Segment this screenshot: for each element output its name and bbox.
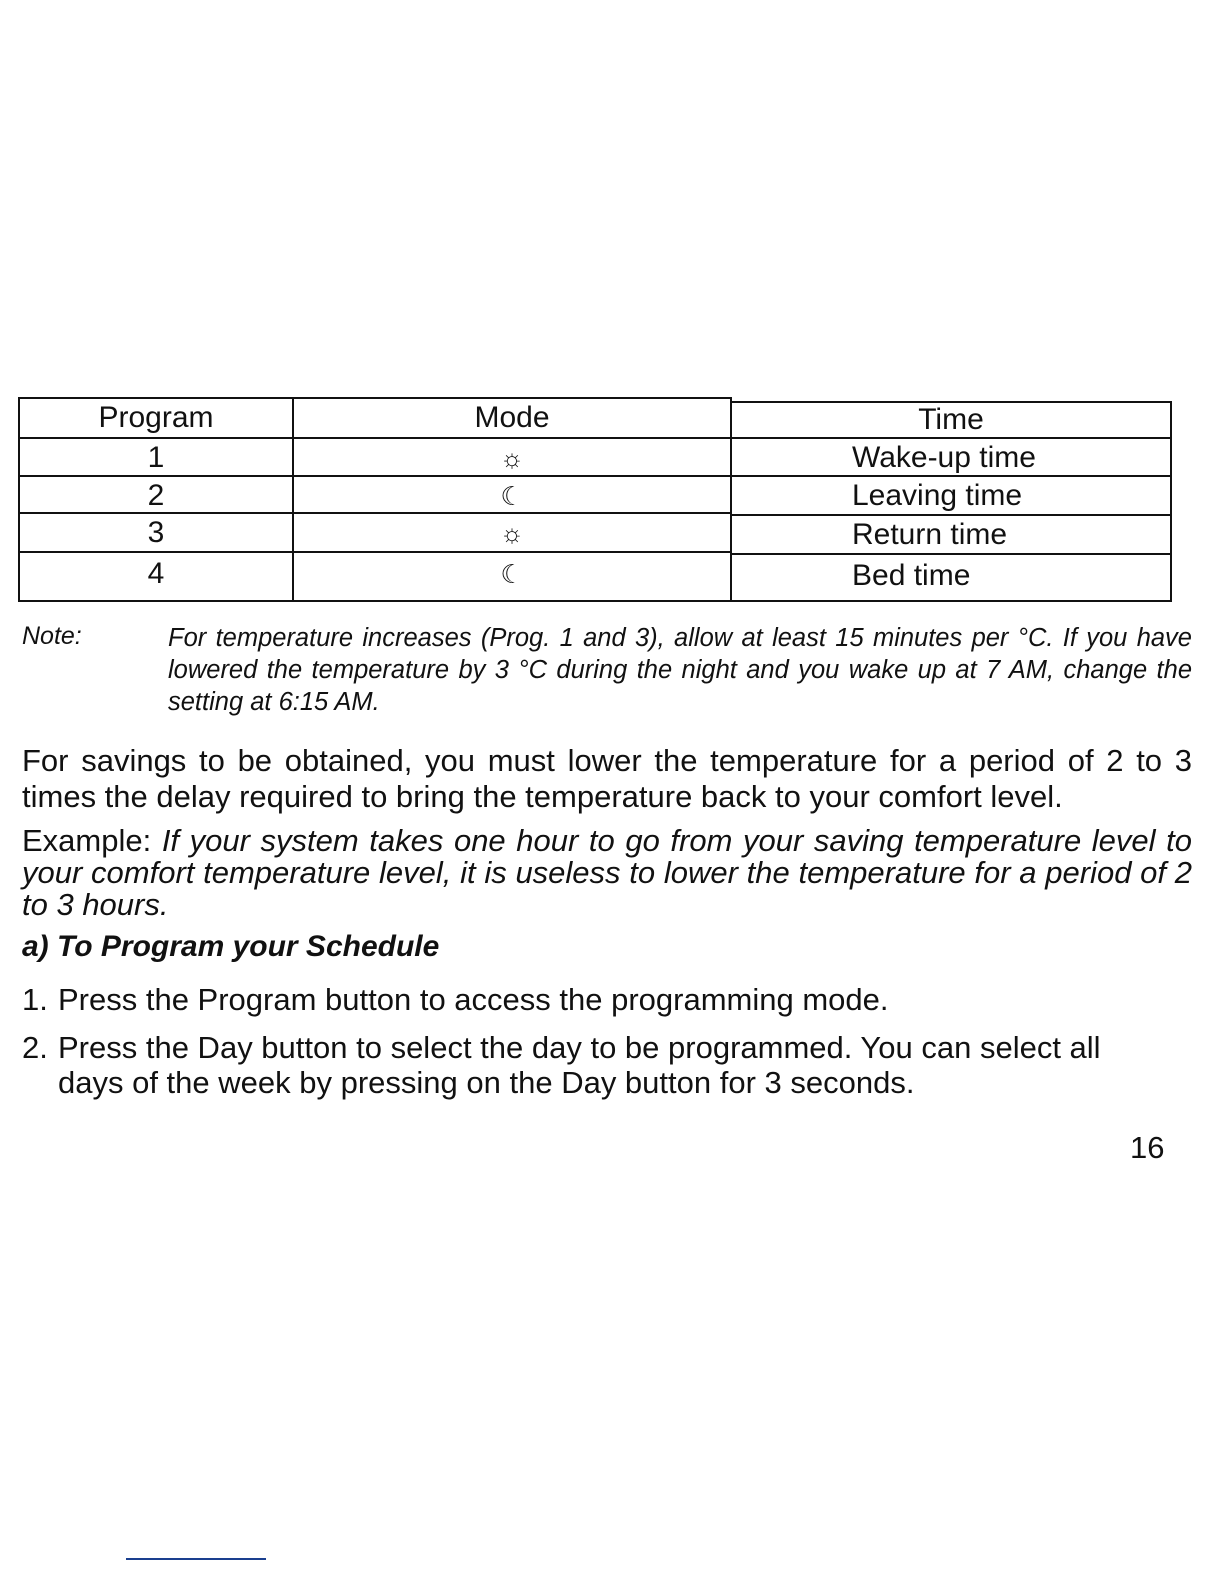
moon-icon: ☾ <box>500 559 524 589</box>
mode-column <box>292 397 732 602</box>
program-header: Program <box>20 399 292 439</box>
step-number: 1. <box>22 982 48 1017</box>
mode-cell-4 <box>294 553 730 602</box>
mode-cell-2 <box>294 477 730 514</box>
mode-header: Mode <box>294 399 730 439</box>
program-cell-4: 4 <box>147 557 165 590</box>
mode-cell-3 <box>294 514 730 553</box>
program-cell-1: 1 <box>20 439 292 477</box>
page-number: 16 <box>1130 1130 1165 1165</box>
sun-icon: ☼ <box>500 518 524 548</box>
time-cell-1: Wake-up time <box>732 439 1170 477</box>
footer-rule <box>126 1558 266 1560</box>
example-label: Example: <box>22 823 162 858</box>
savings-paragraph: For savings to be obtained, you must lower the temperature for a period of 2 to 3 times the delay required to bring the temperature back to your comfort level. <box>22 743 1192 814</box>
mode-cell-1 <box>294 439 730 477</box>
time-cell-4: Bed time <box>852 559 971 592</box>
time-cell-3: Return time <box>732 516 1170 555</box>
program-column <box>18 397 294 602</box>
program-schedule-table <box>18 397 1172 602</box>
moon-icon: ☾ <box>500 481 524 511</box>
time-cell-2: Leaving time <box>732 477 1170 516</box>
step-text: Press the Day button to select the day to be programmed. You can select all days of the week by pressing on the Day button for 3 seconds. <box>58 1030 1101 1100</box>
note-label: Note: <box>22 622 82 650</box>
step-text: Press the Program button to access the programming mode. <box>58 982 889 1017</box>
step-1 <box>22 982 1122 1017</box>
time-header: Time <box>732 403 1170 439</box>
section-heading: a) To Program your Schedule <box>22 930 440 963</box>
step-number: 2. <box>22 1030 48 1065</box>
example-paragraph <box>22 825 1192 921</box>
sun-icon: ☼ <box>500 443 524 473</box>
time-column <box>730 401 1172 602</box>
program-cell-2: 2 <box>20 477 292 514</box>
note-text: For temperature increases (Prog. 1 and 3), allow at least 15 minutes per °C. If you have lowered the temperature by 3 °C during the night and you wake up at 7 AM, change the setting at 6:15 AM. <box>168 624 1192 716</box>
program-cell-3: 3 <box>20 514 292 553</box>
step-2 <box>22 1030 1122 1100</box>
example-text: If your system takes one hour to go from your saving temperature level to your comfort temperature level, it is useless to lower the temperature for a period of 2 to 3 hours. <box>22 823 1192 922</box>
